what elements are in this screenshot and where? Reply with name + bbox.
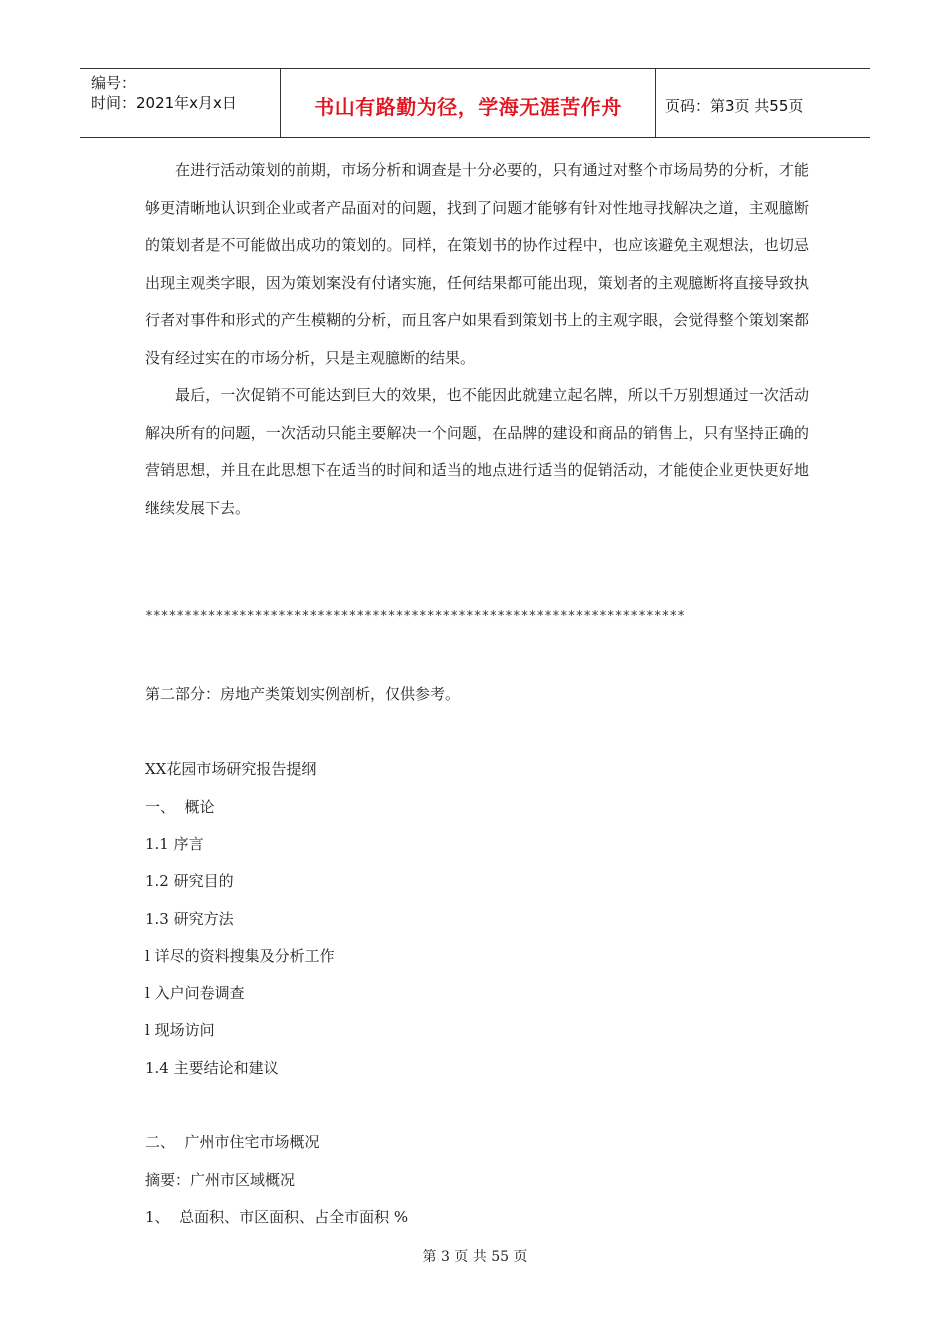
subsection: 1.3 研究方法 (145, 910, 234, 928)
list-item: l 入户问卷调查 (145, 984, 245, 1002)
list-item: l 现场访问 (145, 1021, 215, 1039)
abstract-line: 摘要：广州市区域概况 (145, 1171, 296, 1189)
number-label: 编号： (91, 74, 137, 92)
paragraph: 最后，一次促销不可能达到巨大的效果，也不能因此就建立起名牌，所以千万别想通过一次活动解决所有的问题，一次活动只能主要解决一个问题，在品牌的建设和商品的销售上，只有坚持正确的营销思想，并且在此思想下在适当的时间和适当的地点进行适当的促销活动，才能使企业更快更好地继续发展下去。 (145, 386, 809, 517)
body-text (145, 152, 809, 527)
time-label: 时间：2021年x月x日 (91, 94, 237, 112)
subsection: 1.4 主要结论和建议 (145, 1059, 279, 1077)
list-item: 1、 总面积、市区面积、占全市面积 % (145, 1208, 409, 1226)
header-page-info: 页码：第3页 共55页 (665, 96, 804, 115)
header-motto: 书山有路勤为径，学海无涯苦作舟 (281, 69, 656, 137)
separator-line: ********************************************************************* (145, 609, 686, 624)
list-item: l 详尽的资料搜集及分析工作 (145, 947, 335, 965)
report-title: XX花园市场研究报告提纲 (145, 760, 317, 778)
subsection: 1.1 序言 (145, 835, 204, 853)
section-heading: 二、 广州市住宅市场概况 (145, 1133, 320, 1151)
section-heading: 一、 概论 (145, 798, 215, 816)
paragraph: 在进行活动策划的前期，市场分析和调查是十分必要的，只有通过对整个市场局势的分析，才能够更清晰地认识到企业或者产品面对的问题，找到了问题才能够有针对性地寻找解决之道，主观臆断的策划者是不可能做出成功的策划的。同样，在策划书的协作过程中，也应该避免主观想法，也切忌出现主观类字眼，因为策划案没有付诸实施，任何结果都可能出现，策划者的主观臆断将直接导致执行者对事件和形式的产生模糊的分析，而且客户如果看到策划书上的主观字眼，会觉得整个策划案都没有经过实在的市场分析，只是主观臆断的结果。 (145, 161, 809, 367)
page-footer: 第 3 页 共 55 页 (422, 1249, 528, 1265)
header-meta (80, 69, 281, 137)
subsection: 1.2 研究目的 (145, 872, 234, 890)
page-header (80, 68, 870, 138)
part-two-heading: 第二部分：房地产类策划实例剖析，仅供参考。 (145, 685, 461, 703)
